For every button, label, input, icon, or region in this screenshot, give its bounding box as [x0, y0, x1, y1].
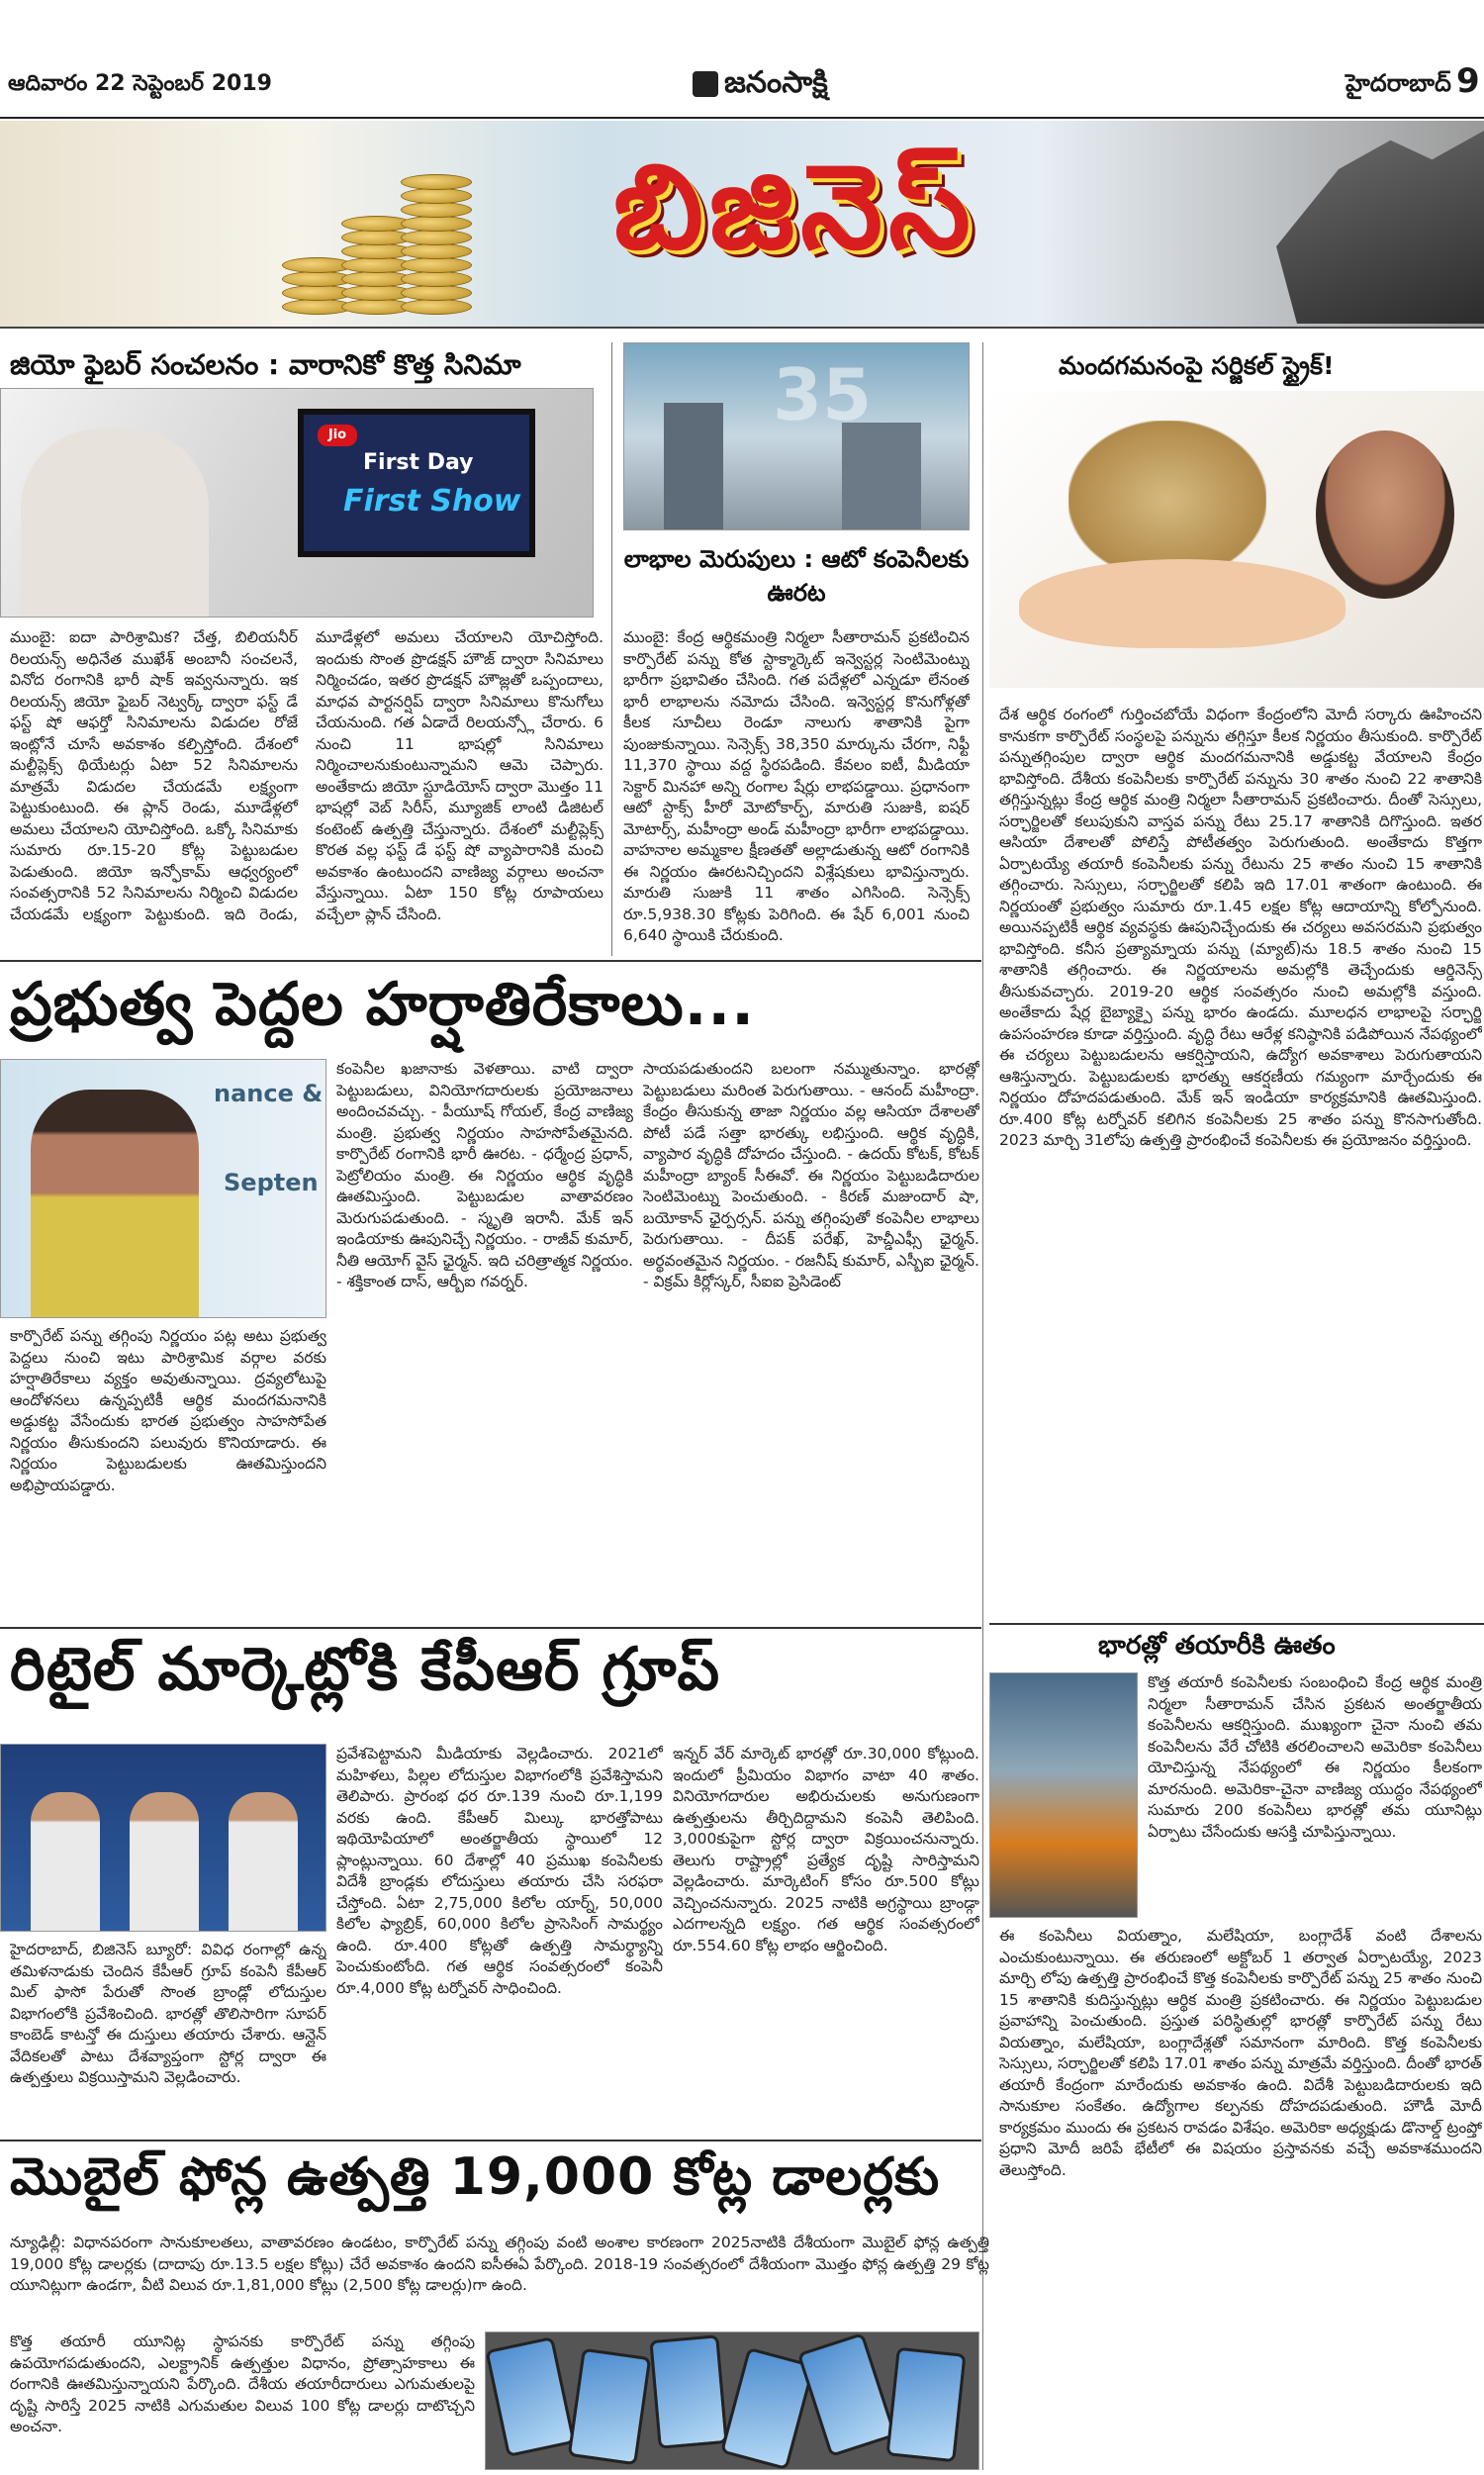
mobile-headline: మొబైల్ ఫోన్ల ఉత్పత్తి 19,000 కోట్ల డాలర్లకు: [10, 2147, 941, 2207]
phone-image: [485, 2336, 575, 2457]
building-shape: [842, 423, 921, 530]
section-banner: [0, 121, 1484, 329]
sensex-headline: లాభాల మెరుపులు : ఆటో కంపెనీలకు ఊరట: [623, 545, 970, 607]
bharat-body-col1: కొత్త తయారీ కంపెనీలకు సంబంధించి కేంద్ర ఆర్థిక మంత్రి నిర్మలా సీతారామన్ చేసిన ప్రకటన అంతర్జాతీయ కంపెనీలను ఆకర్షిస్తుంది. ముఖ్యంగా చైనా నుంచి తమ కంపెనీలను వేరే చోటికి తరలించాలని అమెరికా కంపెనీలు యోచిస్తున్న నేపథ్యంలో ఈ నిర్ణయం కీలకంగా మారనుంది. అమెరికా-చైనా వాణిజ్య యుద్ధం నేపథ్యంలో సుమారు 200 కంపెనీలు భారత్లో తమ యూనిట్లు ఏర్పాటు చేసేందుకు ఆసక్తి చూపిస్తున్నాయి.: [1148, 1673, 1482, 1841]
person-figure: [130, 1792, 199, 1931]
finance-minister-photo: [0, 1059, 326, 1318]
section-divider: [989, 1623, 1484, 1625]
minister-figure: [31, 1090, 199, 1318]
jio-body: ముంబై: ఐదా పారిశ్రామిక? చేత్త, బిలియనీర్ రిలయన్స్ అధినేత ముఖేశ్ అంబానీ సంచలనే, వినోద రంగానికి భారీ షాక్ ఇవ్వనున్నారు. ఇక రిలయన్స్ జియో ఫైబర్ నెట్వర్క్ ద్వారా ఫస్ట్ డే ఫస్ట్ షో ఆఫర్తో సినిమాలను విడుదల రోజే ఇంట్లోనే చూసే అవకాశం కల్పిస్తోంది. దేశంలో మల్టీప్లెక్స్ థియేటర్లు ఏటా 52 సినిమాలను మాత్రమే విడుదల చేయడమే లక్ష్యంగా పెట్టుకుంటుంది. ఈ ప్లాన్ రెండు, మూడేళ్లలో అమలు చేయాలని యోచిస్తోంది. ఒక్కో సినిమాకు సుమారు రూ.15-20 కోట్ల పెట్టుబడుల పెడుతుంది. జియో ఇన్ఫోకామ్ ఆధ్వర్యంలో సంవత్సరానికి 52 సినిమాలను నిర్మించి విడుదల చేయడమే లక్ష్యంగా పెట్టుకుంది. ఇది రెండు, మూడేళ్లలో అమలు చేయాలని యోచిస్తోంది. ఇందుకు సొంత ప్రొడక్షన్ హౌజ్ ద్వారా సినిమాలు నిర్మించడం, ఇతర ప్రొడక్షన్ హౌజ్లతో ఒప్పందాలు, మాధవ పార్టనర్షిప్ ద్వారా సినిమాలు కొనుగోలు చేయనుంది. గత ఏడాదే రిలయన్స్లో చేరారు. 6 నుంచి 11 భాషల్లో సినిమాలు నిర్మించాలనుకుంటున్నామని ఆమె చెప్పారు. అంతేకాదు జియో స్టూడియోస్ ద్వారా మొత్తం 11 భాషల్లో వెబ్ సిరీస్, మ్యూజిక్ లాంటి డిజిటల్ కంటెంట్ ఉత్పత్తి చేస్తున్నారు. దేశంలో మల్టీప్లెక్స్ కొరత వల్ల ఫస్ట్ డే ఫస్ట్ షో వ్యాపారానికి మంచి అవకాశం ఉంటుందని వాణిజ్య వర్గాలు అంచనా వేస్తున్నాయి. ఏటా 150 కోట్ల రూపాయలు వచ్చేలా ప్లాన్ చేసింది.: [10, 628, 603, 923]
factory-photo: [989, 1672, 1138, 1918]
mobile-body-col: కొత్త తయారీ యూనిట్ల స్థాపనకు కార్పొరేట్ పన్ను తగ్గింపు ఉపయోగపడుతుందని, ఎలక్ట్రానిక్ ఉత్పత్తుల విధానం, ప్రోత్సాహకాలు ఈ రంగానికి ఊతమిస్తున్నాయని పేర్కొంది. దేశీయ తయారీదారులు ఎగుమతులపై దృష్టి సారిస్తే 2025 నాటికి ఎగుమతుల విలువ 100 కోట్ల డాలర్లు దాటొచ్చని అంచనా.: [10, 2332, 475, 2435]
mobile-phones-photo: [485, 2332, 979, 2470]
hopes-body-col2: కంపెనీల ఖజానాకు వెళతాయి. వాటి ద్వారా పెట్టుబడులు, వినియోగదారులకు ప్రయోజనాలు అందించవచ్చు. - పీయూష్ గోయల్, కేంద్ర వాణిజ్య మంత్రి. ప్రభుత్వ నిర్ణయం సాహసోపేతమైనది. కార్పొరేట్ రంగానికి భారీ ఊరట. - ధర్మేంద్ర ప్రధాన్, పెట్రోలియం మంత్రి. ఈ నిర్ణయం ఆర్థిక వృద్ధికి ఊతమిస్తుంది. పెట్టుబడుల వాతావరణం మెరుగుపడుతుంది. - స్మృతి ఇరానీ. మేక్ ఇన్ ఇండియాకు ఊపునిచ్చే నిర్ణయం. - రాజీవ్ కుమార్, నీతి ఆయోగ్ వైస్ ఛైర్మన్. ఇది చరిత్రాత్మక నిర్ణయం. - శక్తికాంత దాస్, ఆర్బీఐ గవర్నర్.: [336, 1060, 633, 1290]
section-divider: [0, 960, 981, 962]
kpr-launch-photo: [0, 1744, 326, 1932]
surgical-strike-illustration: [989, 391, 1484, 688]
surgical-strike-headline: మందగమనంపై సర్జికల్ స్ట్రైక్!: [1059, 351, 1335, 380]
hand-image: [1019, 559, 1345, 648]
tv-text-line1: First Day: [363, 450, 474, 475]
phone-image: [885, 2347, 966, 2463]
tv-text-line2: First Show: [343, 484, 521, 519]
page-number: 9: [1456, 61, 1480, 101]
retail-body-col2: ప్రవేశపెట్టామని మీడియాకు వెల్లడించారు. 2021లో మహిళలు, పిల్లల లోదుస్తుల విభాగంలోకి ప్రవేశిస్తామని తెలిపారు. ప్రారంభ ధర రూ.139 నుంచి రూ.1,199 వరకు ఉంది. కేపీఆర్ మిల్కు భారత్తోపాటు ఇథియోపియాలో అంతర్జాతీయ స్థాయిలో 12 ప్లాంట్లున్నాయి. 60 దేశాల్లో 40 ప్రముఖ కంపెనీలకు విదేశీ బ్రాండ్లకు లోదుస్తులు తయారు చేసి సరఫరా చేస్తోంది. ఏటా 2,75,000 కిలోల యార్న్, 50,000 కిలోల ఫ్యాబ్రిక్, 60,000 కిలోల ప్రాసెసింగ్ సామర్థ్యం ఉంది. రూ.400 కోట్లతో ఉత్పత్తి సామర్థ్యాన్ని పెంచుకుంటోంది. గత ఆర్థిక సంవత్సరంలో కంపెనీ రూ.4,000 కోట్ల టర్నోవర్ సాధించింది.: [336, 1745, 663, 1997]
minister-portrait: [1316, 430, 1454, 599]
jio-photo: [0, 388, 594, 618]
mobile-body-intro: న్యూఢిల్లీ: విధానపరంగా సానుకూలతలు, వాతావరణం ఉండటం, కార్పొరేట్ పన్ను తగ్గింపు వంటి అంశాల కారణంగా 2025నాటికి దేశీయంగా మొబైల్ ఫోన్ల ఉత్పత్తి 19,000 కోట్ల డాలర్లకు (దాదాపు రూ.13.5 లక్షల కోట్లు) చేరే అవకాశం ఉందని ఐసీఈఏ పేర్కొంది. 2018-19 సంవత్సరంలో దేశీయంగా మొత్తం ఫోన్ల ఉత్పత్తి 29 కోట్ల యూనిట్లుగా ఉండగా, వీటి విలువ రూ.1,81,000 కోట్లు (2,500 కోట్ల డాలర్లు)గా ఉంది.: [10, 2234, 989, 2294]
sensex-display-number: 35: [773, 353, 873, 436]
masthead: [0, 0, 1484, 119]
sensex-body: ముంబై: కేంద్ర ఆర్థికమంత్రి నిర్మలా సీతారామన్ ప్రకటించిన కార్పొరేట్ పన్ను కోత స్టాక్మార్కెట్ ఇన్వెస్టర్ల సెంటిమెంట్ను భారీగా ప్రభావితం చేసింది. గత పదేళ్లలో ఎన్నడూ లేనంత భారీ లాభాలను నమోదు చేసింది. ఇన్వెస్టర్ల కొనుగోళ్లతో కీలక సూచీలు రెండూ నాలుగు శాతానికి పైగా పుంజుకున్నాయి. సెన్సెక్స్ 38,350 మార్కును చేరగా, నిఫ్టీ 11,370 స్థాయి వద్ద స్థిరపడింది. కేవలం ఐటీ, మీడియా సెక్టార్ మినహా అన్ని రంగాల షేర్లు లాభపడ్డాయి. ప్రధానంగా ఆటో స్టాక్స్ హీరో మోటోకార్ప్, మారుతి సుజుకి, ఐషర్ మోటార్స్, మహీంద్రా అండ్ మహీంద్రా భారీగా లాభపడ్డాయి. వాహనాల అమ్మకాల క్షీణతతో అల్లాడుతున్న ఆటో రంగానికి ఈ నిర్ణయం ఊరటనిచ్చిందని విశ్లేషకులు భావిస్తున్నారు. మారుతి సుజుకి 11 శాతం ఎగిసింది. సెన్సెక్స్ రూ.5,938.30 కోట్లకు పెరిగింది. ఈ షేర్ 6,001 నుంచి 6,640 స్థాయికి చేరుకుంది.: [623, 628, 970, 944]
hopes-body-col1: కార్పొరేట్ పన్ను తగ్గింపు నిర్ణయం పట్ల అటు ప్రభుత్వ పెద్దలు నుంచి ఇటు పారిశ్రామిక వర్గాల వరకు హర్షాతిరేకాలు వ్యక్తం అవుతున్నాయి. ద్రవ్యలోటుపై ఆందోళనలు ఉన్నప్పటికీ ఆర్థిక మందగమనానికి అడ్డుకట్ట వేసేందుకు భారత ప్రభుత్వం సాహసోపేత నిర్ణయం తీసుకుందని పలువురు కొనియాడారు. ఈ నిర్ణయం పెట్టుబడులకు ఊతమిస్తుందని అభిప్రాయపడ్డారు.: [10, 1327, 326, 1494]
surgical-strike-body: దేశ ఆర్థిక రంగంలో గుర్తించబోయే విధంగా కేంద్రంలోని మోదీ సర్కారు ఊహించని కానుకగా కార్పొరేట్ సంస్థలపై పన్నును తగ్గిస్తూ కీలక నిర్ణయం తీసుకుంది. కార్పొరేట్ పన్నుతగ్గింపుల ద్వారా ఆర్థిక మందగమనానికి అడ్డుకట్ట వేయాలని కేంద్రం భావిస్తోంది. దేశీయ కంపెనీలకు కార్పొరేట్ పన్నును 30 శాతం నుంచి 22 శాతానికి తగ్గిస్తున్నట్లు కేంద్ర ఆర్థిక మంత్రి నిర్మలా సీతారామన్ ప్రకటించారు. దీంతో సెస్సులు, సర్ఛార్జిలతో కలుపుకుని వాస్తవ పన్ను రేటు 25.17 శాతానికి దిగొస్తుంది. ఇతర ఆసియా దేశాలతో పోలిస్తే పోటీతత్వం పెరుగుతుంది. అంతేకాదు కొత్తగా ఏర్పాటయ్యే తయారీ కంపెనీలకు పన్ను రేటును 25 శాతం నుంచి 15 శాతానికి తగ్గించారు. సెస్సులు, సర్ఛార్జిలతో కలిపి ఇది 17.01 శాతంగా ఉంటుంది. ఈ నిర్ణయంతో ప్రభుత్వం సుమారు రూ.1.45 లక్షల కోట్ల ఆదాయాన్ని కోల్పోనుంది. అయినప్పటికీ ఆర్థిక వ్యవస్థకు ఊపునిచ్చేందుకు ఈ చర్యలు అవసరమని ప్రభుత్వం భావిస్తోంది. కనీస ప్రత్యామ్నాయ పన్ను (మ్యాట్)ను 18.5 శాతం నుంచి 15 శాతానికి తగ్గించారు. ఈ నిర్ణయాలను అమల్లోకి తెచ్చేందుకు ఆర్డినెన్స్ తీసుకువచ్చారు. 2019-20 ఆర్థిక సంవత్సరం నుంచి అమల్లోకి వస్తుంది. అంతేకాదు షేర్ల బైబ్యాక్పై పన్ను భారం ఉండదు. మూలధన లాభాలపై సర్ఛార్జి ఉపసంహరణ కూడా వర్తిస్తుంది. వృద్ధి రేటు ఆరేళ్ల కనిష్ఠానికి పడిపోయిన నేపథ్యంలో ఈ చర్యలు పెట్టుబడులను ఆకర్షిస్తాయని, ఉద్యోగ అవకాశాలు పెరుగుతాయని ఆశిస్తున్నారు. పెట్టుబడులకు భారత్ను ఆకర్షణీయ గమ్యంగా మార్చేందుకు ఈ నిర్ణయం దోహదపడుతుంది. మేక్ ఇన్ ఇండియా కార్యక్రమానికి ఊతమిస్తుంది. రూ.400 కోట్ల టర్నోవర్ కలిగిన కంపెనీలకు 25 శాతం పన్ను కొనసాగుతోంది. 2023 మార్చి 31లోపు ఉత్పత్తి ప్రారంభించే కంపెనీలకు ఈ ప్రయోజనం వర్తిస్తుంది.: [999, 706, 1482, 1149]
phone-image: [797, 2332, 897, 2457]
retail-body-col3: ఇన్నర్ వేర్ మార్కెట్ భారత్లో రూ.30,000 కోట్లుంది. ఇందులో ప్రీమియం విభాగం వాటా 40 శాతం. వినియోగదారుల అభిరుచులకు అనుగుణంగా ఉత్పత్తులను తీర్చిదిద్దామని కంపెనీ తెలిపింది. 3,000కుపైగా స్టోర్ల ద్వారా విక్రయించనున్నారు. తెలుగు రాష్ట్రాల్లో ప్రత్యేక దృష్టి సారిస్తామని వెల్లడించారు. మార్కెటింగ్ కోసం రూ.500 కోట్లు వెచ్చించనున్నారు. 2025 నాటికి అగ్రస్థాయి బ్రాండ్గా ఎదగాలన్నది లక్ష్యం. గత ఆర్థిక సంవత్సరంలో రూ.554.60 కోట్ల లాభం ఆర్జించింది.: [673, 1745, 979, 1954]
sensex-photo: [623, 342, 970, 530]
coins-illustration: [282, 131, 480, 319]
newspaper-logo-icon: [693, 71, 718, 97]
person-figure: [31, 1792, 100, 1931]
jio-headline: జియో ఫైబర్ సంచలనం : వారానికో కొత్త సినిమా: [10, 348, 521, 381]
section-title: బిజినెస్: [613, 139, 976, 275]
building-shape: [664, 403, 723, 530]
money-bags-image: [1068, 421, 1266, 579]
phone-image: [649, 2334, 727, 2449]
jio-logo-icon: Jio: [318, 425, 357, 446]
person-figure: [229, 1792, 298, 1931]
tv-screen: [298, 409, 535, 557]
section-divider: [0, 1627, 981, 1629]
retail-body-col1: హైదరాబాద్, బిజినెస్ బ్యూరో: వివిధ రంగాల్లో ఉన్న తమిళనాడుకు చెందిన కేపీఆర్ గ్రూప్ కంపెనీ కేపీఆర్ మిల్ ఫాసో పేరుతో సొంత బ్రాండ్లో లోదుస్తుల విభాగంలోకి ప్రవేశించింది. భారత్లో తొలిసారిగా సూపర్ కాంబెడ్ కాటన్తో ఈ దుస్తులు తయారు చేశారు. ఆన్లైన్ వేదికలతో పాటు దేశవ్యాప్తంగా స్టోర్ల ద్వారా ఈ ఉత్పత్తులు విక్రయిస్తామని వెల్లడించారు.: [10, 1941, 326, 2086]
backdrop-text: nance &: [214, 1080, 324, 1107]
retail-headline: రిటైల్ మార్కెట్లోకి కేపీఆర్ గ్రూప్: [10, 1635, 721, 1704]
column-divider: [611, 342, 612, 956]
hopes-body-col3: సాయపడుతుందని బలంగా నమ్ముతున్నాం. భారత్లో పెట్టుబడులు మరింత పెరుగుతాయి. - ఆనంద్ మహీంద్రా. కేంద్రం తీసుకున్న తాజా నిర్ణయం వల్ల ఆసియా దేశాలతో పోటీ పడే సత్తా భారత్కు లభిస్తుంది. ఆర్థిక వృద్ధికి, వ్యాపార వృద్ధికి దోహదం చేస్తుంది. - ఉదయ్ కోటక్, కోటక్ మహీంద్రా బ్యాంక్ సీఈవో. ఈ నిర్ణయం పెట్టుబడిదారుల సెంటిమెంట్ను పెంచుతుంది. - కిరణ్ మజుందార్ షా, బయోకాన్ ఛైర్పర్సన్. పన్ను తగ్గింపుతో కంపెనీల లాభాలు పెరుగుతాయి. - దీపక్ పరేఖ్, హెచ్డీఎఫ్సీ ఛైర్మన్. అర్థవంతమైన నిర్ణయం. - రజనీష్ కుమార్, ఎస్బీఐ ఛైర్మన్. - విక్రమ్ కిర్లోస్కర్, సీఐఐ ప్రెసిడెంట్: [643, 1060, 979, 1290]
newspaper-name-text: జనంసాక్షి: [724, 65, 828, 100]
bull-statue-image: [1276, 131, 1484, 324]
section-divider: [0, 2140, 981, 2142]
edition-city: హైదరాబాద్: [1345, 69, 1451, 97]
viewer-figure: [21, 428, 209, 617]
backdrop-text: Septen: [224, 1169, 319, 1196]
bharat-headline: భారత్లో తయారీకి ఊతం: [1098, 1631, 1336, 1661]
issue-date: ఆదివారం 22 సెప్టెంబర్ 2019: [8, 71, 272, 96]
phone-image: [568, 2348, 652, 2466]
bharat-body-col2: ఈ కంపెనీలు వియత్నాం, మలేషియా, బంగ్లాదేశ్ వంటి దేశాలను ఎంచుకుంటున్నాయి. ఈ తరుణంలో అక్టోబర్ 1 తర్వాత ఏర్పాటయ్యే, 2023 మార్చి లోపు ఉత్పత్తి ప్రారంభించే కొత్త కంపెనీలకు కార్పొరేట్ పన్ను 25 శాతం నుంచి 15 శాతానికి కుదిస్తున్నట్లు ఆర్థిక మంత్రి ప్రకటించారు. ఈ నిర్ణయం పెట్టుబడుల ప్రవాహాన్ని పెంచుతుంది. ప్రస్తుత పరిస్థితుల్లో భారత్లో కార్పొరేట్ పన్ను రేటు వియత్నాం, మలేషియా, బంగ్లాదేశ్లతో సమానంగా మారింది. కొత్త కంపెనీలకు సెస్సులు, సర్ఛార్జిలతో కలిపి 17.01 శాతం పన్ను మాత్రమే వర్తిస్తుంది. దీంతో భారత్ తయారీ కేంద్రంగా మారేందుకు అవకాశం ఉంది. విదేశీ పెట్టుబడిదారులకు ఇది సానుకూల సంకేతం. ఉద్యోగాల కల్పనకు దోహదపడుతుంది. హౌడీ మోదీ కార్యక్రమం ముందు ఈ ప్రకటన రావడం విశేషం. అమెరికా అధ్యక్షుడు డొనాల్డ్ ట్రంప్తో ప్రధాని మోదీ జరిపే భేటీలో ఈ విషయం ప్రస్తావనకు వచ్చే అవకాశముందని తెలుస్తోంది.: [999, 1927, 1482, 2179]
hopes-headline: ప్రభుత్వ పెద్దల హర్షాతిరేకాలు...: [10, 970, 756, 1039]
newspaper-name: [693, 65, 828, 107]
